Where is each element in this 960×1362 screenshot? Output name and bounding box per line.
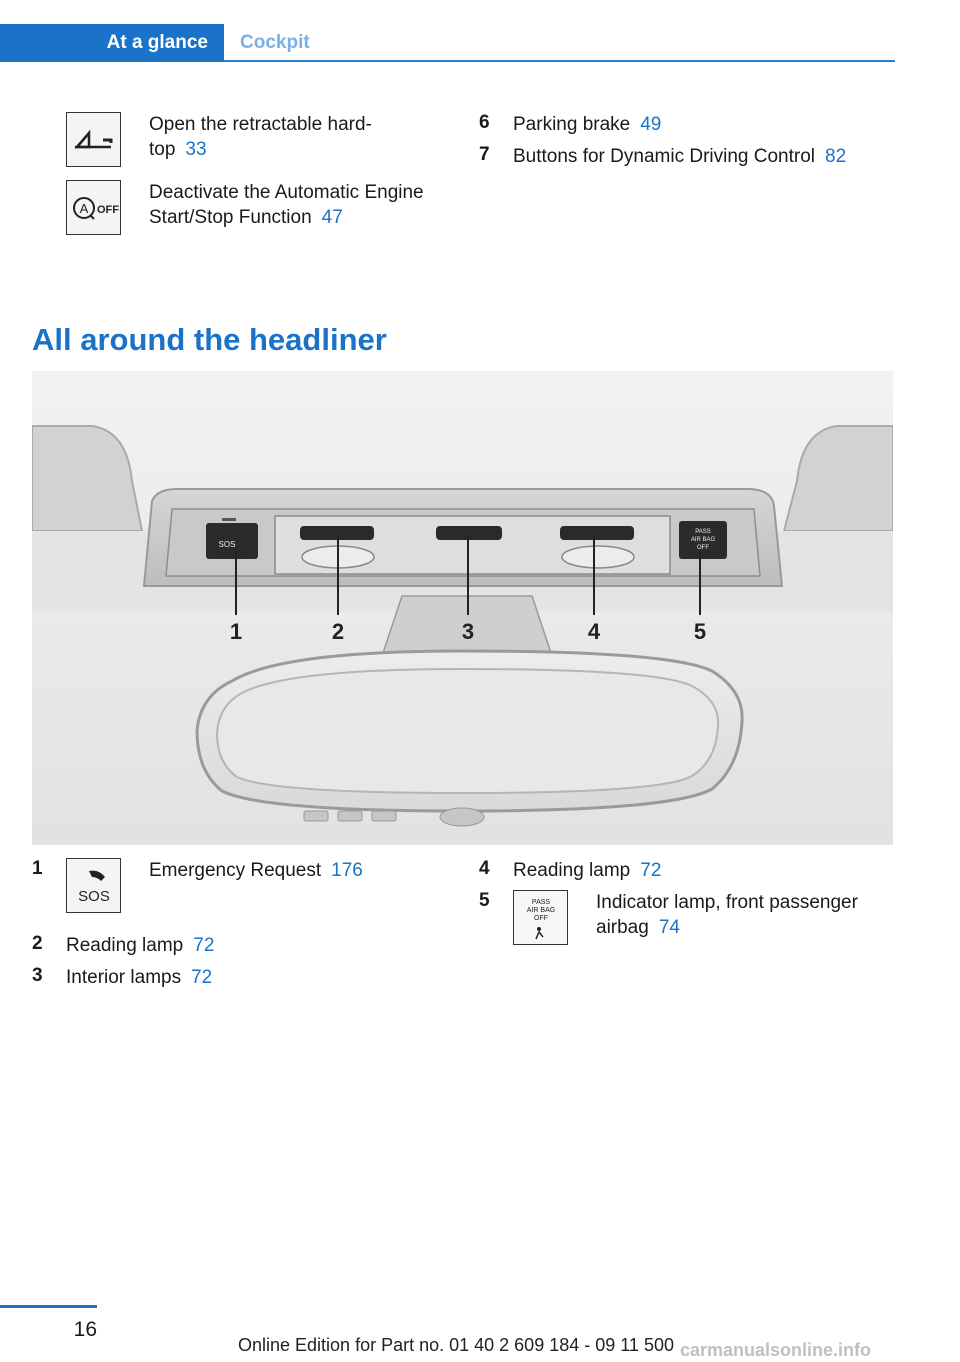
callout-4: 4 <box>587 619 601 644</box>
parking-brake-item: Parking brake 49 <box>513 114 662 135</box>
header-tabbar <box>0 0 895 62</box>
item-number: 1 <box>32 858 43 879</box>
page-ref-link[interactable]: 72 <box>191 967 213 988</box>
tab-at-a-glance[interactable]: At a glance <box>0 24 224 62</box>
page-ref-link[interactable]: 82 <box>825 146 847 167</box>
sos-icon <box>66 858 121 913</box>
page-number: 16 <box>73 1318 97 1341</box>
svg-text:A: A <box>79 201 89 216</box>
auto-start-stop-item: Deactivate the Automatic Engine Start/Stop Function 47 <box>149 182 424 228</box>
item-number: 2 <box>32 933 43 954</box>
svg-text:OFF: OFF <box>97 204 119 216</box>
item-number: 4 <box>479 858 490 879</box>
callout-3: 3 <box>461 619 475 644</box>
footer-rule <box>0 1305 97 1308</box>
headliner-illustration <box>32 371 893 845</box>
callout-1: 1 <box>229 619 243 644</box>
page-ref-link[interactable]: 47 <box>321 207 343 228</box>
passenger-airbag-item: Indicator lamp, front passenger airbag 74 <box>596 892 858 938</box>
page-ref-link[interactable]: 72 <box>193 935 215 956</box>
item-number: 7 <box>479 144 490 165</box>
passenger-airbag-off-icon <box>513 890 568 945</box>
item-number: 6 <box>479 112 490 133</box>
item-number: 3 <box>32 965 43 986</box>
reading-lamp-item: Reading lamp 72 <box>513 860 662 881</box>
page-ref-link[interactable]: 72 <box>640 860 662 881</box>
auto-start-stop-off-icon <box>66 180 121 235</box>
item-number: 5 <box>479 890 490 911</box>
svg-text:PASS: PASS <box>531 899 551 906</box>
edition-note: Online Edition for Part no. 01 40 2 609 184 - 09 11 500 <box>238 1335 674 1355</box>
retractable-hardtop-icon <box>66 112 121 167</box>
reading-lamp-item: Reading lamp 72 <box>66 935 215 956</box>
dynamic-driving-control-item: Buttons for Dynamic Driving Control 82 <box>513 146 847 167</box>
svg-text:AIR BAG: AIR BAG <box>526 907 556 914</box>
svg-text:SOS: SOS <box>78 888 110 905</box>
svg-text:PASS: PASS <box>695 529 711 535</box>
interior-lamps-item: Interior lamps 72 <box>66 967 213 988</box>
emergency-request-item: Emergency Request 176 <box>149 860 363 881</box>
section-title: All around the headliner <box>32 322 387 357</box>
callout-5: 5 <box>693 619 707 644</box>
tab-cockpit[interactable]: Cockpit <box>240 32 310 53</box>
page-ref-link[interactable]: 176 <box>331 860 363 881</box>
page-ref-link[interactable]: 49 <box>640 114 662 135</box>
hardtop-item: Open the retractable hard- top 33 <box>149 114 372 160</box>
page-ref-link[interactable]: 74 <box>658 917 680 938</box>
watermark: carmanualsonline.info <box>680 1340 872 1360</box>
svg-text:SOS: SOS <box>218 540 236 549</box>
svg-text:AIR BAG: AIR BAG <box>690 537 716 543</box>
callout-2: 2 <box>331 619 345 644</box>
page-ref-link[interactable]: 33 <box>185 139 207 160</box>
svg-text:OFF: OFF <box>697 545 709 551</box>
svg-text:OFF: OFF <box>534 915 548 922</box>
